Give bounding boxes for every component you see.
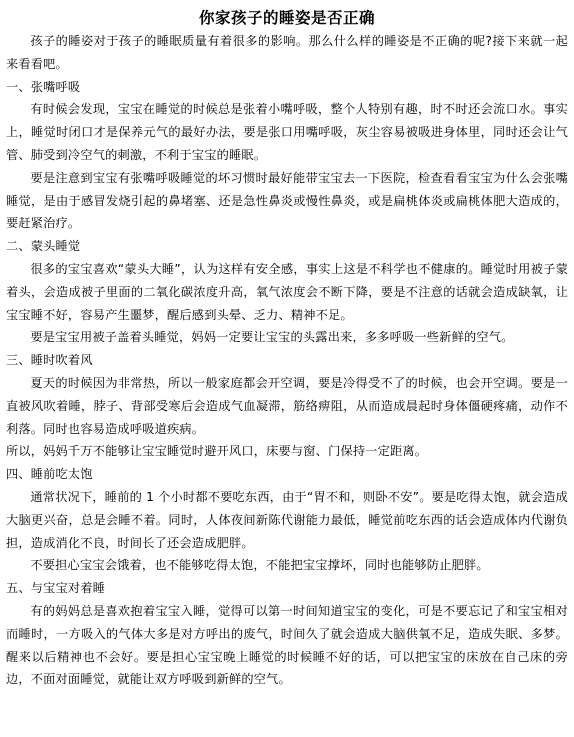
section-paragraph: 通常状况下，睡前的 1 个小时都不要吃东西，由于“胃不和，则卧不安”。要是吃得太饱，就会造成大脑更兴奋，总是会睡不着。同时，人体夜间新陈代谢能力最低，睡觉前吃东西的话会造成体内代谢负担，造成消化不良，时间长了还会造成肥胖。 [6,489,568,550]
section-paragraph: 要是注意到宝宝有张嘴呼吸睡觉的坏习惯时最好能带宝宝去一下医院，检查看看宝宝为什么会张嘴睡觉，是由于感冒发烧引起的鼻堵塞、还是急性鼻炎或慢性鼻炎，或是扁桃体炎或扁桃体肥大造成的，要赶紧治疗。 [6,170,568,231]
section-heading: 三、睡时吹着风 [6,353,93,368]
section-heading: 四、睡前吃太饱 [6,467,93,482]
section-paragraph: 要是宝宝用被子盖着头睡觉，妈妈一定要让宝宝的头露出来，多多呼吸一些新鲜的空气。 [30,330,514,345]
section-heading: 五、与宝宝对着睡 [6,581,106,596]
section-sleeping-in-wind [6,349,568,463]
section-closing-paragraph: 所以，妈妈千万不能够让宝宝睡觉时避开风口，床要与窗、门保持一定距离。 [6,444,428,459]
section-paragraph: 有的妈妈总是喜欢抱着宝宝入睡，觉得可以第一时间知道宝宝的变化，可是不要忘记了和宝宝相对而睡时，一方吸入的气体大多是对方呼出的废气，时间久了就会造成大脑供氧不足，造成失眠、多梦。醒来以后精神也不会好。要是担心宝宝晚上睡觉的时候睡不好的话，可以把宝宝的床放在自己床的旁边，不面对面睡觉，就能让双方呼吸到新鲜的空气。 [6,603,568,687]
intro-paragraph: 孩子的睡姿对于孩子的睡眠质量有着很多的影响。那么什么样的睡姿是不正确的呢?接下来就一起来看看吧。 [6,34,568,71]
section-open-mouth-breathing [6,76,568,236]
section-heading: 二、蒙头睡觉 [6,239,81,254]
section-paragraph: 很多的宝宝喜欢“蒙头大睡”，认为这样有安全感，事实上这是不科学也不健康的。睡觉时用被子蒙着头，会造成被子里面的二氧化碳浓度升高，氧气浓度会不断下降，要是不注意的话就会造成缺氧，让宝宝睡不好，容易产生噩梦，醒后感到头晕、乏力、精神不足。 [6,261,568,322]
document-title: 你家孩子的睡姿是否正确 [198,9,375,27]
section-covered-head-sleeping [6,235,568,349]
section-paragraph: 不要担心宝宝会饿着，也不能够吃得太饱，不能把宝宝撑坏，同时也能够防止肥胖。 [30,558,489,573]
section-heading: 一、张嘴呼吸 [6,79,81,94]
section-face-to-face-sleeping [6,577,568,691]
section-eating-before-sleep [6,463,568,577]
section-paragraph: 有时候会发现，宝宝在睡觉的时候总是张着小嘴呼吸，整个人特别有趣，时不时还会流口水。事实上，睡觉时闭口才是保养元气的最好办法，要是张口用嘴呼吸，灰尘容易被吸进身体里，同时还会让气管、肺受到冷空气的刺激，不利于宝宝的睡眠。 [6,102,568,162]
section-paragraph: 夏天的时候因为非常热，所以一般家庭都会开空调，要是冷得受不了的时候，也会开空调。要是一直被风吹着睡，脖子、背部受寒后会造成气血凝滞，筋络痹阻，从而造成晨起时身体僵硬疼痛，动作不利落。同时也容易造成呼吸道疾病。 [6,375,568,436]
